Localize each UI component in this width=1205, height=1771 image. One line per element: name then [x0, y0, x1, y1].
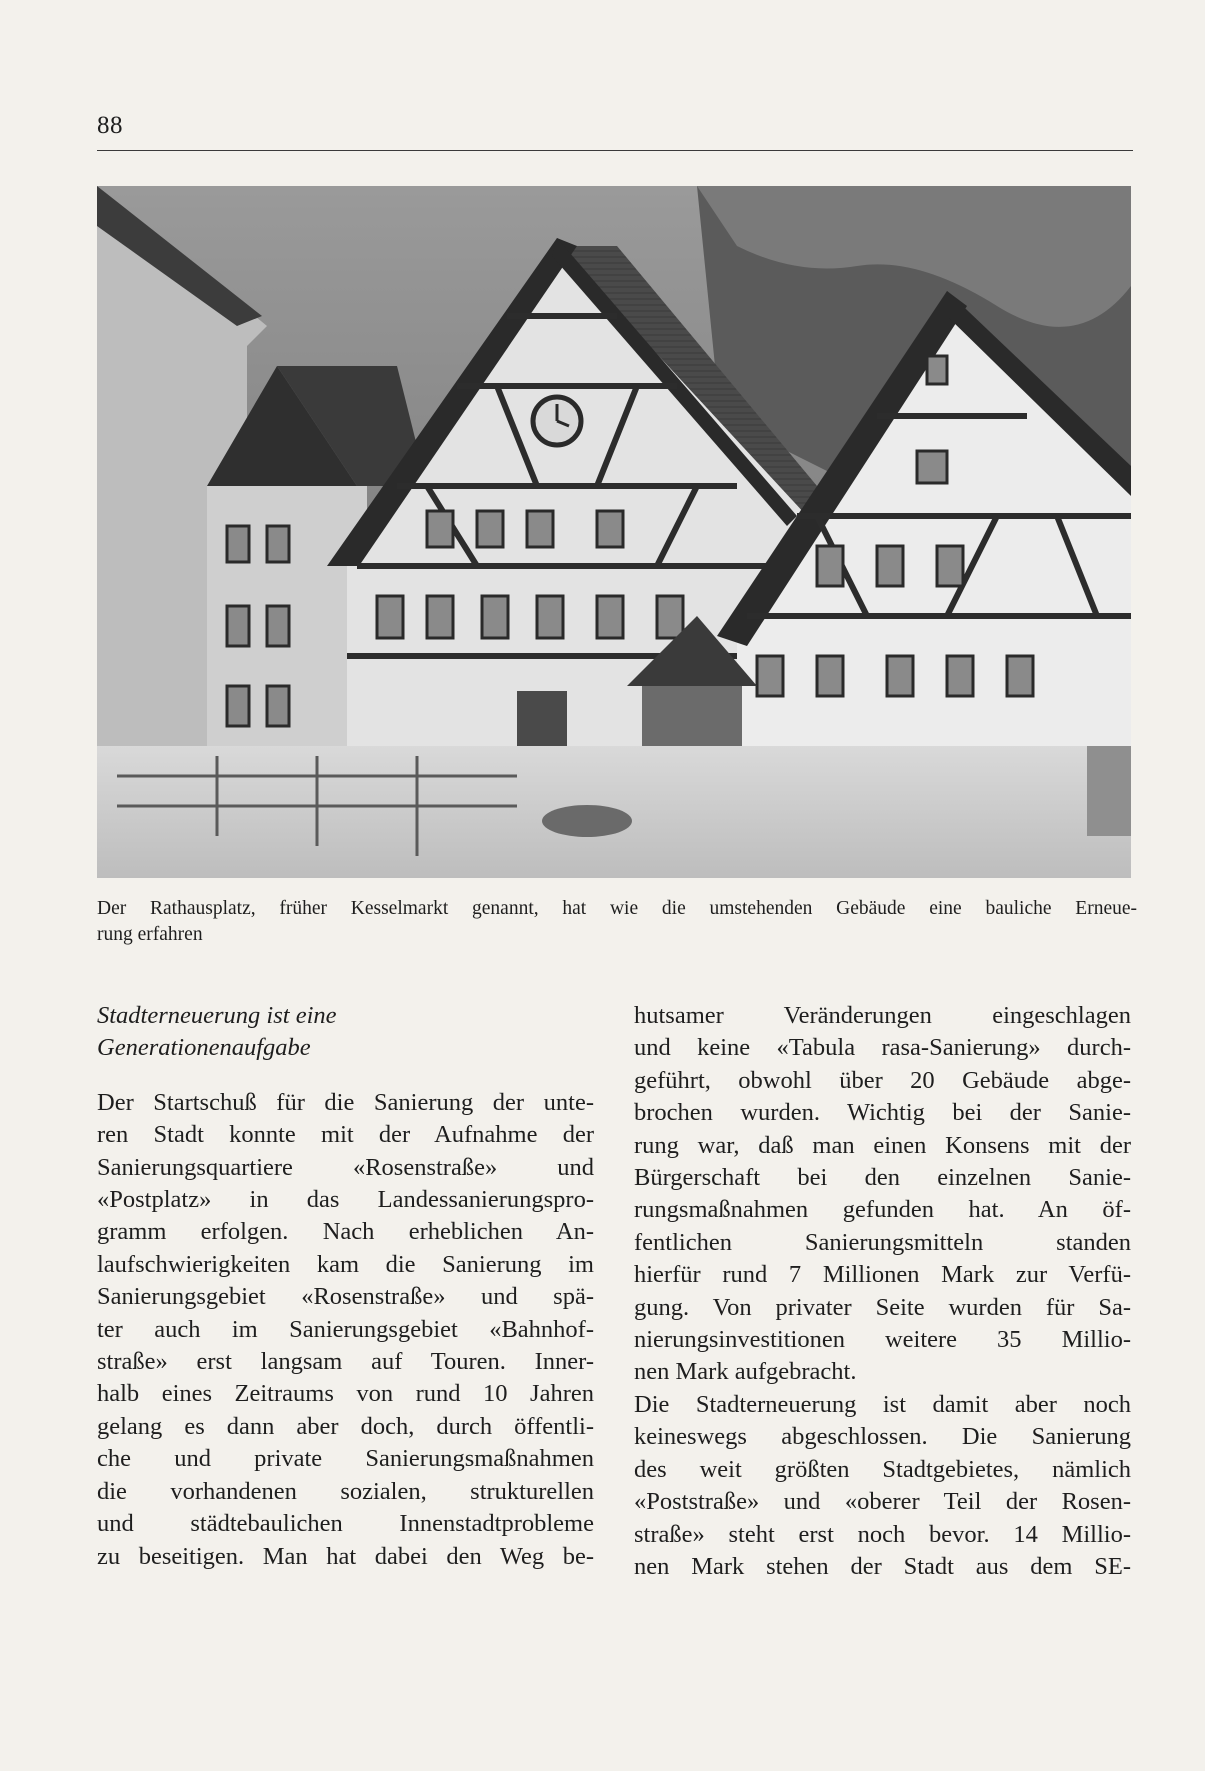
- text-line: fentlichen Sanierungsmitteln standen: [634, 1228, 1131, 1256]
- text-line: des weit größten Stadtgebietes, nämlich: [634, 1455, 1131, 1483]
- text-line: gramm erfolgen. Nach erheblichen An-: [97, 1218, 594, 1246]
- text-line: zu beseitigen. Man hat dabei den Weg be-: [97, 1542, 594, 1570]
- text-line: keineswegs abgeschlossen. Die Sanierung: [634, 1423, 1131, 1451]
- text-line: und keine «Tabula rasa-Sanierung» durch-: [634, 1034, 1131, 1062]
- page-number: 88: [97, 112, 123, 139]
- right-column: [634, 1000, 1131, 1583]
- text-line: geführt, obwohl über 20 Gebäude abge-: [634, 1066, 1131, 1094]
- text-line: Bürgerschaft bei den einzelnen Sanie-: [634, 1164, 1131, 1192]
- text-line: Sanierungsgebiet «Rosenstraße» und spä-: [97, 1283, 594, 1311]
- text-line: Sanierungsquartiere «Rosenstraße» und: [97, 1153, 594, 1181]
- text-line: die vorhandenen sozialen, strukturellen: [97, 1477, 594, 1505]
- text-line: halb eines Zeitraums von rund 10 Jahren: [97, 1380, 594, 1408]
- text-line: gung. Von privater Seite wurden für Sa-: [634, 1293, 1131, 1321]
- text-line: rungsmaßnahmen gefunden hat. An öf-: [634, 1196, 1131, 1224]
- text-line: hutsamer Veränderungen eingeschlagen: [634, 1002, 1131, 1029]
- section-heading-line: Stadterneuerung ist eine: [97, 1002, 337, 1029]
- text-line: straße» steht erst noch bevor. 14 Millio-: [634, 1520, 1131, 1548]
- body-paragraph: [97, 1087, 594, 1573]
- section-heading: [97, 1000, 594, 1065]
- town-hall-photo: [97, 186, 1131, 878]
- body-paragraph: [634, 1000, 1131, 1389]
- body-paragraph: [634, 1389, 1131, 1583]
- text-line: brochen wurden. Wichtig bei der Sanie-: [634, 1099, 1131, 1127]
- text-line: ren Stadt konnte mit der Aufnahme der: [97, 1121, 594, 1149]
- caption-line: rung erfahren: [97, 924, 203, 945]
- text-line: straße» erst langsam auf Touren. Inner-: [97, 1348, 594, 1376]
- text-line: Die Stadterneuerung ist damit aber noch: [634, 1390, 1131, 1418]
- caption-line: Der Rathausplatz, früher Kesselmarkt genannt, hat wie die umstehenden Gebäude eine bauliche Erneue-: [97, 898, 1137, 919]
- figure-caption: [97, 896, 1137, 948]
- text-line: «Postplatz» in das Landessanierungspro-: [97, 1186, 594, 1214]
- text-line: nen Mark aufgebracht.: [634, 1358, 857, 1386]
- photo-town-hall-square-icon: [97, 186, 1131, 878]
- text-line: nierungsinvestitionen weitere 35 Millio-: [634, 1326, 1131, 1354]
- text-line: Der Startschuß für die Sanierung der unte-: [97, 1088, 594, 1116]
- text-line: rung war, daß man einen Konsens mit der: [634, 1131, 1131, 1159]
- text-line: ter auch im Sanierungsgebiet «Bahnhof-: [97, 1315, 594, 1343]
- text-line: che und private Sanierungsmaßnahmen: [97, 1445, 594, 1473]
- text-line: gelang es dann aber doch, durch öffentli-: [97, 1412, 594, 1440]
- text-line: «Poststraße» und «oberer Teil der Rosen-: [634, 1488, 1131, 1516]
- text-line: und städtebaulichen Innenstadtprobleme: [97, 1510, 594, 1538]
- header-rule: [97, 150, 1133, 151]
- text-line: nen Mark stehen der Stadt aus dem SE-: [634, 1552, 1131, 1580]
- text-line: laufschwierigkeiten kam die Sanierung im: [97, 1250, 594, 1278]
- left-column: [97, 1000, 594, 1573]
- section-heading-line: Generationenaufgabe: [97, 1034, 311, 1062]
- text-line: hierfür rund 7 Millionen Mark zur Verfü-: [634, 1261, 1131, 1289]
